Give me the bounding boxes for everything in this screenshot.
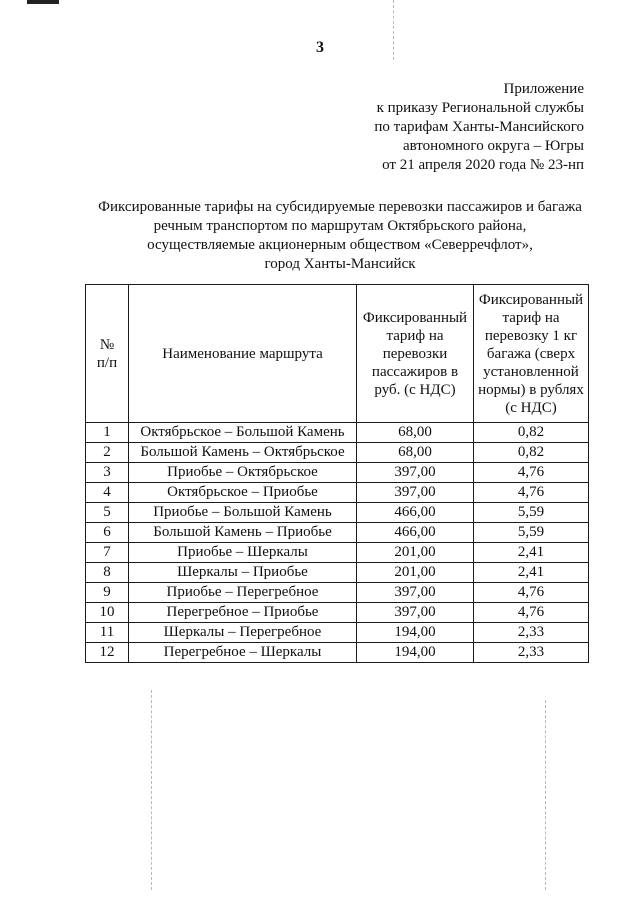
baggage-tariff: 2,41 [474,543,589,563]
route-name: Приобье – Большой Камень [129,503,357,523]
row-number: 8 [86,563,129,583]
title-line: речным транспортом по маршрутам Октябрьского района, [153,218,527,234]
appendix-line: по тарифам Ханты-Мансийского [374,119,584,135]
document-title [70,198,610,274]
table-row [86,603,589,623]
row-number: 10 [86,603,129,623]
header-number: № п/п [86,285,129,423]
appendix-line: от 21 апреля 2020 года № 23-нп [382,157,584,173]
passenger-tariff: 397,00 [357,463,474,483]
baggage-tariff: 2,33 [474,623,589,643]
header-route: Наименование маршрута [129,285,357,423]
row-number: 3 [86,463,129,483]
passenger-tariff: 466,00 [357,503,474,523]
appendix-block [374,80,584,175]
header-passenger-tariff: Фиксированный тариф на перевозки пассажиров в руб. (с НДС) [357,285,474,423]
table-header-row [86,285,589,423]
table-row [86,623,589,643]
baggage-tariff: 2,33 [474,643,589,663]
baggage-tariff: 0,82 [474,443,589,463]
passenger-tariff: 397,00 [357,483,474,503]
route-name: Октябрьское – Большой Камень [129,423,357,443]
route-name: Перегребное – Шеркалы [129,643,357,663]
route-name: Шеркалы – Перегребное [129,623,357,643]
scan-fold-line-left [151,690,152,890]
appendix-line: автономного округа – Югры [402,138,584,154]
route-name: Перегребное – Приобье [129,603,357,623]
table-row [86,543,589,563]
route-name: Приобье – Перегребное [129,583,357,603]
passenger-tariff: 68,00 [357,423,474,443]
scan-edge-mark [27,0,59,4]
baggage-tariff: 4,76 [474,463,589,483]
route-name: Приобье – Октябрьское [129,463,357,483]
row-number: 1 [86,423,129,443]
table-row [86,523,589,543]
baggage-tariff: 5,59 [474,503,589,523]
route-name: Большой Камень – Октябрьское [129,443,357,463]
tariff-table [85,284,589,663]
tariff-table-body [86,423,589,663]
row-number: 5 [86,503,129,523]
appendix-line: Приложение [503,81,584,97]
scan-fold-line-right [545,700,546,890]
baggage-tariff: 4,76 [474,483,589,503]
baggage-tariff: 4,76 [474,583,589,603]
row-number: 11 [86,623,129,643]
table-row [86,643,589,663]
passenger-tariff: 194,00 [357,623,474,643]
table-row [86,443,589,463]
page-number: 3 [316,39,324,56]
row-number: 9 [86,583,129,603]
table-row [86,423,589,443]
table-row [86,563,589,583]
route-name: Октябрьское – Приобье [129,483,357,503]
passenger-tariff: 194,00 [357,643,474,663]
baggage-tariff: 2,41 [474,563,589,583]
header-baggage-tariff: Фиксированный тариф на перевозку 1 кг багажа (сверх установленной нормы) в рублях (с НДС) [474,285,589,423]
passenger-tariff: 397,00 [357,603,474,623]
table-row [86,503,589,523]
table-row [86,583,589,603]
appendix-line: к приказу Региональной службы [376,100,584,116]
baggage-tariff: 5,59 [474,523,589,543]
title-line: осуществляемые акционерным обществом «Северречфлот», [147,237,533,253]
table-row [86,483,589,503]
title-line: Фиксированные тарифы на субсидируемые перевозки пассажиров и багажа [98,199,582,215]
passenger-tariff: 466,00 [357,523,474,543]
passenger-tariff: 201,00 [357,563,474,583]
title-line: город Ханты-Мансийск [264,256,416,272]
passenger-tariff: 397,00 [357,583,474,603]
row-number: 12 [86,643,129,663]
table-row [86,463,589,483]
route-name: Шеркалы – Приобье [129,563,357,583]
row-number: 6 [86,523,129,543]
row-number: 7 [86,543,129,563]
baggage-tariff: 0,82 [474,423,589,443]
route-name: Большой Камень – Приобье [129,523,357,543]
passenger-tariff: 68,00 [357,443,474,463]
row-number: 4 [86,483,129,503]
route-name: Приобье – Шеркалы [129,543,357,563]
row-number: 2 [86,443,129,463]
passenger-tariff: 201,00 [357,543,474,563]
baggage-tariff: 4,76 [474,603,589,623]
